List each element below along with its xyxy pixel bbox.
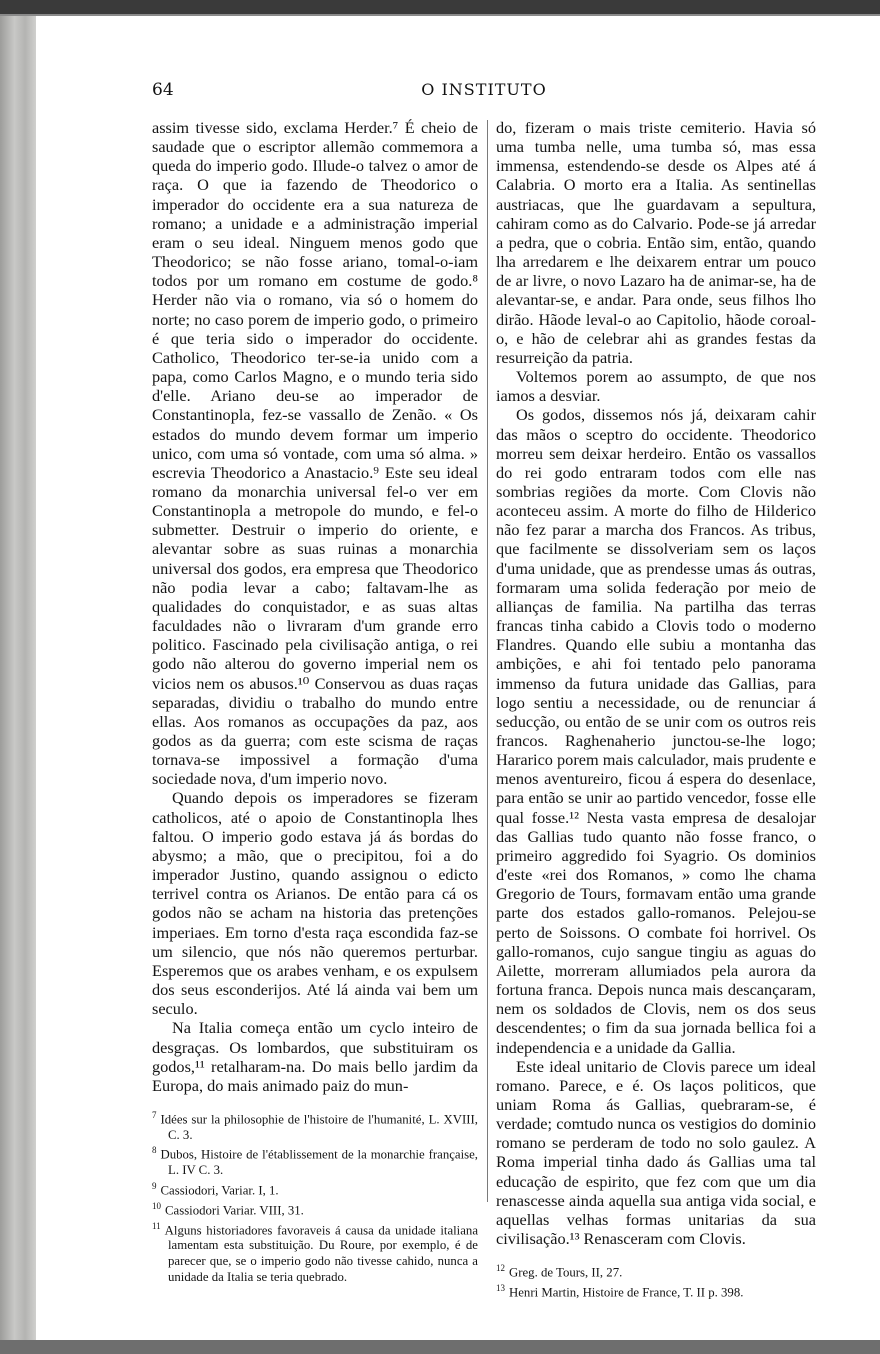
footnote [152, 1108, 478, 1143]
footnote [152, 1143, 478, 1178]
page-number: 64 [152, 80, 174, 100]
footnote-mark: 10 [152, 1200, 161, 1211]
book-spine [0, 16, 36, 1340]
scan-top-edge [0, 0, 880, 14]
body-paragraph: Os godos, dissemos nós já, deixaram cahir das mãos o sceptro do occidente. Theodorico morreu sem deixar herdeiro. Então os vassallos do rei godo entraram todos com elle nas sombrias regiões da morte. Com Clovis não aconteceu assim. A morte do filho de Hilderico não fez parar a marcha dos Francos. As tribus, que facilmente se dissolveriam sem os laços d'uma unidade, que as prendesse umas ás outras, formaram uma solida federação por meio de allianças de familia. Na partilha das terras francas tinha cabido a Clovis todo o moderno Flandres. Quando elle subiu a montanha das ambições, e ahi foi tentado pelo panorama immenso da futura unidade das Gallias, para logo sentiu a necessidade, ou de renunciar á seducção, ou então de se unir com os outros reis francos. Raghenaherio junctou-se-lhe logo; Hararico porem mais calculador, mais prudente e menos aventureiro, ficou á espera do desenlace, para então se unir ao partido vencedor, fosse elle qual fosse.¹² Nesta vasta empresa de desalojar das Gallias tudo quanto não fosse franco, o primeiro aggredido foi Syagrio. Os dominios d'este «rei dos Romanos, » como lhe chama Gregorio de Tours, formavam então uma grande parte dos estados gallo-romanos. Pelejou-se perto de Soissons. O combate foi horrivel. Os gallo-romanos, cujo sangue tingiu as aguas do Ailette, morreram allumiados pela aurora da fortuna franca. Depois nunca mais descançaram, nem os soldados de Clovis, nem os dos seus descendentes; o fim da sua jornada bellica foi a independencia e a unidade da Gallia. [496, 405, 816, 1057]
footnotes [152, 1108, 478, 1285]
left-column [152, 118, 478, 1285]
footnote-mark: 7 [152, 1109, 157, 1120]
footnote [152, 1199, 478, 1219]
footnote-mark: 12 [496, 1263, 505, 1274]
page-header [152, 80, 816, 104]
footnote [152, 1179, 478, 1199]
footnote [496, 1261, 816, 1281]
footnotes [496, 1261, 816, 1301]
footnote-text: Greg. de Tours, II, 27. [509, 1265, 623, 1280]
footnote [152, 1219, 478, 1286]
footnote-text: Henri Martin, Histoire de France, T. II p. 398. [509, 1285, 744, 1300]
body-paragraph: Voltemos porem ao assumpto, de que nos iamos a desviar. [496, 367, 816, 406]
footnote-text: Cassiodori, Variar. I, 1. [160, 1183, 279, 1198]
footnote-text: Dubos, Histoire de l'établissement de la monarchie française, L. IV C. 3. [160, 1147, 478, 1178]
footnote-text: Alguns historiadores favoraveis á causa da unidade italiana lamentam esta substituição. Du Roure, por exemplo, é de parecer que, se o imperio godo não tivesse cahido, nunca a unidade da Italia se teria quebrado. [164, 1222, 478, 1284]
footnote-text: Idées sur la philosophie de l'histoire de l'humanité, L. XVIII, C. 3. [160, 1112, 478, 1142]
footnote-mark: 8 [152, 1145, 157, 1156]
footnote [496, 1281, 816, 1301]
body-paragraph: Quando depois os imperadores se fizeram catholicos, até o apoio de Constantinopla lhes faltou. O imperio godo estava já ás bordas do abysmo; a mão, que o precipitou, foi a do imperador Justino, quando assignou o edicto terrivel contra os Arianos. De então para cá os godos não se acham na historia das pretenções imperiaes. Em torno d'esta raça escondida faz-se um silencio, que nós não queremos perturbar. Esperemos que os arabes venham, e os expulsem dos seus esconderijos. Até lá ainda vai bem um seculo. [152, 788, 478, 1019]
column-divider [487, 120, 488, 1202]
right-column [496, 118, 816, 1301]
footnote-text: Cassiodori Variar. VIII, 31. [165, 1203, 304, 1217]
body-paragraph: Na Italia começa então um cyclo inteiro de desgraças. Os lombardos, que substituiram os godos,¹¹ retalharam-na. Do mais bello jardim da Europa, do mais animado paiz do mun- [152, 1018, 478, 1095]
body-paragraph: Este ideal unitario de Clovis parece um ideal romano. Parece, e é. Os laços politicos, que uniam Roma ás Gallias, quebraram-se, é verdade; comtudo nunca os vestigios do dominio romano se perderam de todo no solo gaulez. A Roma imperial tinha dado ás Gallias uma tal educação de espirito, que fez com que um dia renascesse ainda aquella sua antiga vida social, e aquellas velhas formas unitarias da sua civilisação.¹³ Renasceram com Clovis. [496, 1056, 816, 1249]
scan-bottom-edge [0, 1340, 880, 1354]
running-title: O INSTITUTO [421, 80, 547, 99]
footnote-mark: 9 [152, 1180, 157, 1191]
body-paragraph: do, fizeram o mais triste cemiterio. Havia só uma tumba nelle, uma tumba só, mas essa immensa, estendendo-se desde os Alpes até á Calabria. O morto era a Italia. As sentinellas austriacas, que lhe guardavam a sepultura, cahiram como as do Calvario. Pode-se já arredar a pedra, que o cobria. Então sim, então, quando lha arredarem e lhe deixarem entrar um pouco de ar livre, o novo Lazaro ha de animar-se, ha de alevantar-se, e andar. Para onde, seus filhos lho dirão. Hãode leval-o ao Capitolio, hãode coroal-o, e hão de celebrar ahi as grandes festas da resurreição da patria. [496, 118, 816, 367]
body-paragraph: assim tivesse sido, exclama Herder.⁷ É cheio de saudade que o escriptor allemão commemora a queda do imperio godo. Illude-o talvez o amor de raça. O que ia fazendo de Theodorico o imperador do occidente era a sua natureza de romano; a unidade e a administração imperial eram o seu ideal. Ninguem menos godo que Theodorico; se não fosse ariano, tomal-o-iam todos por um romano em costume de godo.⁸ Herder não via o romano, via só o homem do norte; no caso porem de imperio godo, o primeiro é que teria sido o imperador do occidente. Catholico, Theodorico ter-se-ia unido com a papa, como Carlos Magno, e o mundo teria sido d'elle. Ariano deu-se ao imperador de Constantinopla, fez-se vassallo de Zenão. « Os estados do mundo devem formar um imperio unico, com uma só vontade, com uma só alma. » escrevia Theodorico a Anastacio.⁹ Este seu ideal romano da monarchia universal fel-o ver em Constantinopla a metropole do mundo, e fel-o submetter. Destruir o imperio do oriente, e alevantar sobre as suas ruinas a monarchia universal dos godos, era empresa que Theodorico não podia levar a cabo; faltavam-lhe as qualidades do conquistador, e as suas altas faculdades não o livraram d'um grande erro politico. Fascinado pela civilisação antiga, o rei godo não alterou do governo imperial nem os vicios nem os abusos.¹⁰ Conservou as duas raças separadas, dividiu o trabalho do mundo entre ellas. Aos romanos as occupações da paz, aos godos as da guerra; com este scisma de raças tornava-se impossivel a formação d'uma sociedade nova, d'um imperio novo. [152, 118, 478, 789]
footnote-mark: 13 [496, 1283, 505, 1294]
footnote-mark: 11 [152, 1220, 161, 1231]
